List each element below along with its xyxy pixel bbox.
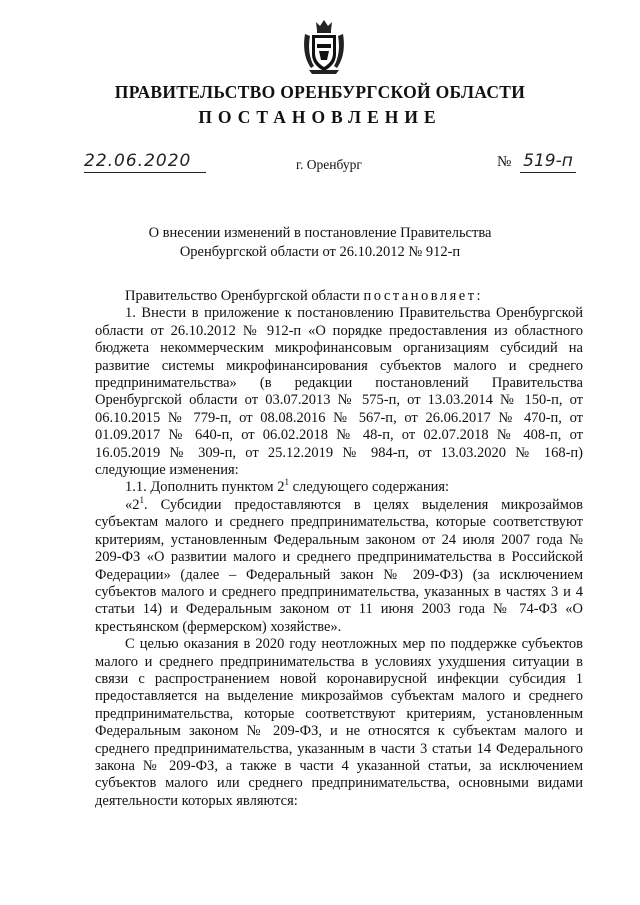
number-label: № [497,154,512,170]
document-body [95,288,583,810]
paragraph-1-1-text-end: следующего содержания: [288,479,450,496]
document-number: 519-п [520,150,576,173]
paragraph-2-1-text: . Субсидии предоставляются в целях выделения микрозаймов субъектам малого и среднего предпринимательства, которые соответствуют критериям, установленным Федеральным законом от 24 июля 2007 года № 209-ФЗ «О развитии малого и среднего предпринимательства в Российской Федерации» (далее – Федеральный закон № 209-ФЗ) (за исключением субъектов малого и среднего предпринимательства, указанных в частях 3 и 4 статьи 14) и Федеральным законом от 11 июня 2003 года № 74-ФЗ «О крестьянском (фермерском) хозяйстве». [95,496,583,635]
coat-of-arms-emblem [301,18,347,76]
document-type: ПОСТАНОВЛЕНИЕ [198,107,442,127]
superscript: 1 [284,477,289,488]
government-name: ПРАВИТЕЛЬСТВО ОРЕНБУРГСКОЙ ОБЛАСТИ [114,82,526,102]
paragraph-1-1 [95,479,583,496]
subject-line-1: О внесении изменений в постановление Правительства [148,225,492,241]
document-city: г. Оренбург [296,157,362,172]
document-date: 22.06.2020 [84,150,206,173]
subject-line-2: Оренбургской области от 26.10.2012 № 912-п [179,244,461,260]
paragraph-2-1 [95,497,583,636]
paragraph-1: 1. Внести в приложение к постановлению Правительства Оренбургской области от 26.10.2012 № 912-п «О порядке предоставления из областного бюджета некоммерческим микрофинансовым организациям субсидий на развитие системы микрофинансирования субъектов малого и среднего предпринимательства» (в редакции постановлений Правительства Оренбургской области от 03.07.2013 № 575-п, от 13.03.2014 № 150-п, от 06.10.2015 № 779-п, от 08.08.2016 № 567-п, от 26.06.2017 № 470-п, от 01.09.2017 № 640-п, от 06.02.2018 № 48-п, от 02.07.2018 № 408-п, от 16.05.2019 № 309-п, от 25.12.2019 № 984-п, от 13.03.2020 № 168-п) следующие изменения: [95,305,583,479]
intro-verb: постановляет: [363,288,484,304]
paragraph-1-1-text: 1.1. Дополнить пунктом 2 [125,479,285,496]
intro-paragraph [95,288,583,305]
document-subject [0,224,640,262]
paragraph-covid-support: С целью оказания в 2020 году неотложных мер по поддержке субъектов малого и среднего предпринимательства в условиях ухудшения ситуации в связи с распространением новой коронавирусной инфекции субсидия 1 предоставляется на выделение микрозаймов субъектам малого и среднего предпринимательства, которые соответствуют критериям, установленным Федеральным законом № 209-ФЗ, и не относятся к субъектам малого и среднего предпринимательства, указанным в части 3 статьи 14 Федерального закона № 209-ФЗ, а также в части 4 указанной статьи, за исключением субъектов малого или среднего предпринимательства, основными видами деятельности которых являются: [95,636,583,809]
paragraph-2-1-start: «2 [125,496,140,513]
intro-text: Правительство Оренбургской области [125,288,364,304]
superscript: 1 [139,495,144,506]
